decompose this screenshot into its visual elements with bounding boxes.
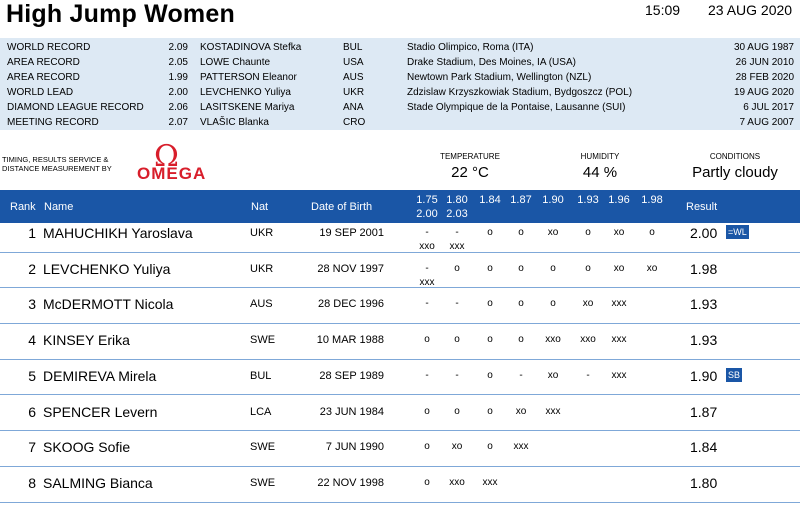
- athlete-name: McDERMOTT Nicola: [43, 296, 174, 313]
- col-rank: Rank: [10, 201, 36, 213]
- attempt-mark: -: [455, 227, 459, 238]
- col-result: Result: [686, 201, 718, 213]
- attempt-mark: o: [424, 441, 430, 453]
- record-date: 28 FEB 2020: [735, 72, 794, 83]
- omega-logo-icon: Ω: [154, 139, 179, 174]
- col-height: 1.98: [641, 194, 663, 206]
- records-panel: [0, 38, 800, 130]
- athlete-rank: 6: [28, 403, 36, 420]
- col-height: 1.90: [542, 194, 564, 206]
- attempt-mark: o: [649, 227, 655, 238]
- attempt-mark: -: [455, 369, 459, 381]
- athlete-nat: BUL: [250, 369, 272, 382]
- attempt-mark: xo: [582, 298, 594, 310]
- table-row: [0, 396, 800, 432]
- record-nat: CRO: [343, 117, 366, 128]
- record-venue: Newtown Park Stadium, Wellington (NZL): [407, 72, 592, 83]
- record-badge: SB: [728, 369, 741, 380]
- col-height: 1.87: [510, 194, 532, 206]
- clock-time: 15:09: [645, 2, 681, 18]
- attempt-mark: xxo: [449, 476, 465, 488]
- timing-line-2: DISTANCE MEASUREMENT BY: [2, 164, 112, 173]
- attempt-mark: -: [455, 298, 459, 310]
- attempt-mark: -: [425, 262, 429, 274]
- record-mark: 2.00: [168, 87, 188, 98]
- athlete-name: KINSEY Erika: [43, 332, 130, 349]
- temperature-label: TEMPERATURE: [440, 152, 500, 161]
- col-name: Name: [44, 201, 74, 213]
- attempt-mark: -: [425, 227, 429, 238]
- attempt-mark: o: [487, 441, 493, 453]
- record-row: [0, 70, 800, 85]
- record-venue: Drake Stadium, Des Moines, IA (USA): [407, 57, 576, 68]
- record-type: WORLD RECORD: [7, 42, 91, 53]
- record-mark: 2.09: [168, 42, 188, 53]
- athlete-result: 1.98: [690, 260, 718, 277]
- record-type: DIAMOND LEAGUE RECORD: [7, 102, 144, 113]
- athlete-dob: 28 DEC 1996: [317, 298, 384, 311]
- athlete-dob: 23 JUN 1984: [319, 405, 384, 418]
- col-height: 1.84: [479, 194, 501, 206]
- col-height: 1.75: [416, 194, 438, 206]
- conditions-label: CONDITIONS: [709, 152, 761, 161]
- attempt-mark: o: [454, 262, 460, 274]
- athlete-name: MAHUCHIKH Yaroslava: [43, 225, 193, 241]
- attempt-mark: xxx: [482, 476, 498, 488]
- col-height: 2.03: [446, 208, 468, 220]
- attempt-mark: o: [487, 369, 493, 381]
- athlete-name: SPENCER Levern: [43, 403, 158, 420]
- athlete-result: 2.00: [690, 225, 718, 241]
- athlete-rank: 2: [28, 260, 36, 277]
- athlete-nat: SWE: [250, 441, 276, 454]
- col-height: 1.96: [608, 194, 630, 206]
- table-row: [0, 431, 800, 467]
- attempt-mark: xxx: [545, 405, 561, 417]
- athlete-result: 1.87: [690, 403, 718, 420]
- table-row: [0, 217, 800, 253]
- record-nat: BUL: [343, 42, 363, 53]
- table-row: [0, 253, 800, 289]
- record-nat: USA: [343, 57, 364, 68]
- col-dob: Date of Birth: [311, 201, 373, 213]
- attempt-mark: xo: [515, 405, 527, 417]
- athlete-result: 1.80: [690, 474, 718, 491]
- athlete-result: 1.90: [690, 367, 718, 384]
- record-mark: 1.99: [168, 72, 188, 83]
- attempt-mark: xxx: [449, 241, 465, 252]
- attempt-mark: xxo: [419, 241, 435, 252]
- attempt-mark: o: [585, 227, 591, 238]
- athlete-rank: 1: [28, 225, 36, 241]
- athlete-rank: 5: [28, 367, 36, 384]
- col-nat: Nat: [251, 201, 269, 213]
- record-athlete: PATTERSON Eleanor: [200, 72, 297, 83]
- attempt-mark: xxx: [611, 334, 627, 346]
- conditions-value: Partly cloudy: [692, 164, 778, 181]
- attempt-mark: o: [518, 298, 524, 310]
- temperature-value: 22 °C: [451, 164, 489, 181]
- omega-logo-text: OMEGA: [137, 164, 207, 183]
- record-mark: 2.06: [168, 102, 188, 113]
- attempt-mark: xxx: [419, 276, 435, 288]
- record-nat: UKR: [343, 87, 365, 98]
- timing-line-1: TIMING, RESULTS SERVICE &: [2, 155, 109, 164]
- attempt-mark: -: [519, 369, 523, 381]
- table-row: [0, 360, 800, 396]
- athlete-name: SKOOG Sofie: [43, 439, 131, 456]
- athlete-rank: 4: [28, 332, 36, 349]
- athlete-nat: UKR: [250, 262, 274, 275]
- attempt-mark: o: [550, 262, 556, 274]
- record-nat: AUS: [343, 72, 364, 83]
- record-row: [0, 115, 800, 130]
- attempt-mark: o: [424, 405, 430, 417]
- attempt-mark: xxx: [611, 369, 627, 381]
- record-row: [0, 40, 800, 55]
- athlete-name: SALMING Bianca: [43, 474, 153, 491]
- attempt-mark: o: [487, 334, 493, 346]
- record-type: AREA RECORD: [7, 57, 80, 68]
- record-date: 26 JUN 2010: [735, 57, 794, 68]
- athlete-nat: LCA: [250, 405, 272, 418]
- attempt-mark: o: [424, 476, 430, 488]
- record-row: [0, 55, 800, 70]
- attempt-mark: o: [518, 334, 524, 346]
- athlete-rank: 8: [28, 474, 36, 491]
- attempt-mark: o: [550, 298, 556, 310]
- record-mark: 2.07: [168, 117, 188, 128]
- event-date: 23 AUG 2020: [708, 2, 793, 18]
- record-venue: Zdzislaw Krzyszkowiak Stadium, Bydgoszcz (POL): [407, 87, 633, 98]
- athlete-nat: UKR: [250, 227, 274, 239]
- attempt-mark: -: [425, 298, 429, 310]
- attempt-mark: xxo: [580, 334, 596, 346]
- attempt-mark: xo: [613, 227, 625, 238]
- record-row: [0, 100, 800, 115]
- attempt-mark: xo: [646, 262, 658, 274]
- attempt-mark: o: [487, 262, 493, 274]
- table-row: [0, 288, 800, 324]
- athlete-dob: 22 NOV 1998: [317, 476, 384, 489]
- humidity-label: HUMIDITY: [580, 152, 620, 161]
- record-venue: Stadio Olimpico, Roma (ITA): [407, 42, 534, 53]
- record-athlete: LOWE Chaunte: [200, 57, 271, 68]
- athlete-result: 1.84: [690, 439, 718, 456]
- record-athlete: LASITSKENE Mariya: [200, 102, 295, 113]
- record-date: 19 AUG 2020: [733, 87, 794, 98]
- table-row: [0, 467, 800, 503]
- athlete-name: DEMIREVA Mirela: [43, 367, 157, 384]
- attempt-mark: o: [487, 227, 493, 238]
- record-type: WORLD LEAD: [7, 87, 74, 98]
- attempt-mark: -: [586, 369, 590, 381]
- athlete-result: 1.93: [690, 332, 718, 349]
- record-row: [0, 85, 800, 100]
- humidity-value: 44 %: [582, 164, 618, 181]
- record-nat: ANA: [343, 102, 364, 113]
- attempt-mark: o: [518, 227, 524, 238]
- record-date: 7 AUG 2007: [739, 117, 794, 128]
- athlete-nat: SWE: [250, 334, 276, 347]
- attempt-mark: xxx: [611, 298, 627, 310]
- attempt-mark: xxo: [545, 334, 561, 346]
- athlete-rank: 7: [28, 439, 36, 456]
- athlete-dob: 7 JUN 1990: [325, 441, 384, 454]
- record-type: MEETING RECORD: [7, 117, 99, 128]
- athlete-rank: 3: [28, 296, 36, 313]
- table-row: [0, 324, 800, 360]
- attempt-mark: o: [487, 298, 493, 310]
- page-title: High Jump Women: [6, 0, 235, 28]
- attempt-mark: o: [585, 262, 591, 274]
- athlete-nat: SWE: [250, 476, 276, 489]
- record-athlete: LEVCHENKO Yuliya: [200, 87, 291, 98]
- attempt-mark: o: [424, 334, 430, 346]
- record-date: 30 AUG 1987: [733, 42, 794, 53]
- athlete-dob: 19 SEP 2001: [319, 227, 384, 239]
- record-athlete: KOSTADINOVA Stefka: [200, 42, 302, 53]
- athlete-nat: AUS: [250, 298, 273, 311]
- attempt-mark: xo: [613, 262, 625, 274]
- timing-credit: [2, 155, 112, 173]
- athlete-dob: 10 MAR 1988: [316, 334, 384, 347]
- attempt-mark: xo: [547, 227, 559, 238]
- attempt-mark: o: [487, 405, 493, 417]
- record-badge: =WL: [728, 227, 747, 237]
- col-height: 1.93: [577, 194, 599, 206]
- record-athlete: VLAŠIC Blanka: [200, 117, 269, 128]
- attempt-mark: o: [518, 262, 524, 274]
- attempt-mark: xo: [451, 441, 463, 453]
- attempt-mark: -: [425, 369, 429, 381]
- attempt-mark: xxx: [513, 441, 529, 453]
- col-height: 1.80: [446, 194, 468, 206]
- col-height: 2.00: [416, 208, 438, 220]
- record-date: 6 JUL 2017: [743, 102, 794, 113]
- athlete-name: LEVCHENKO Yuliya: [43, 260, 171, 277]
- record-mark: 2.05: [168, 57, 188, 68]
- attempt-mark: o: [454, 405, 460, 417]
- record-type: AREA RECORD: [7, 72, 80, 83]
- athlete-result: 1.93: [690, 296, 718, 313]
- attempt-mark: o: [454, 334, 460, 346]
- athlete-dob: 28 NOV 1997: [317, 262, 384, 275]
- attempt-mark: xo: [547, 369, 559, 381]
- athlete-dob: 28 SEP 1989: [319, 369, 384, 382]
- record-venue: Stade Olympique de la Pontaise, Lausanne (SUI): [407, 102, 626, 113]
